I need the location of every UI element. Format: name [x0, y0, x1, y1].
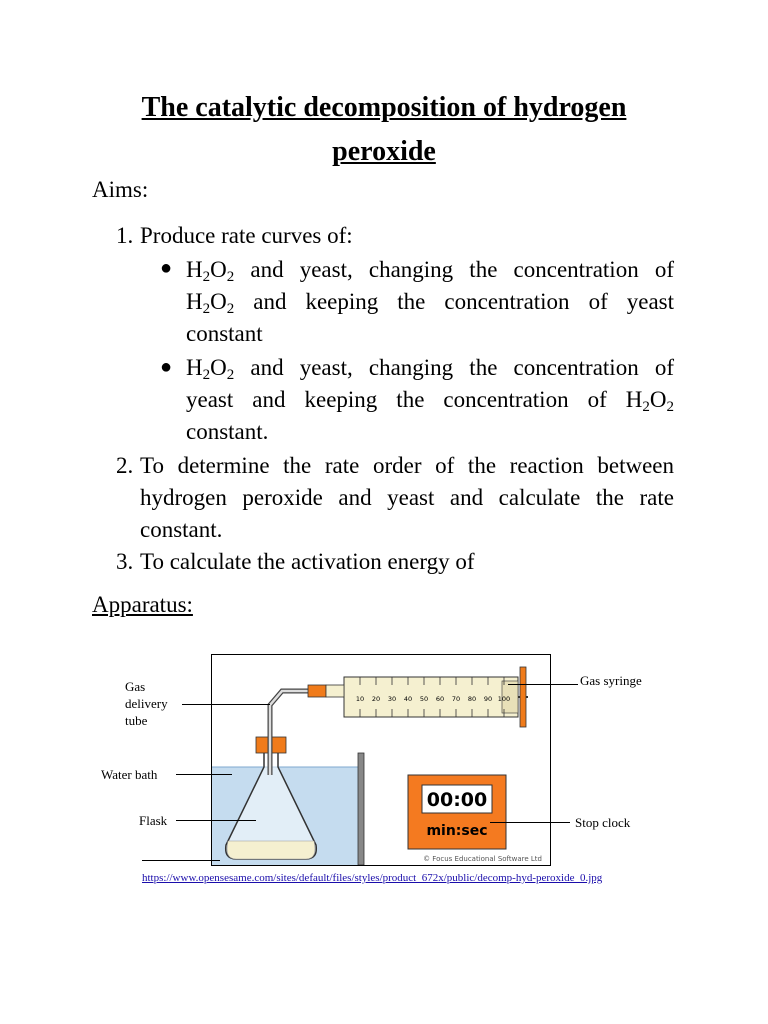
- subscript: 2: [226, 301, 235, 317]
- syringe-scale-label: 70: [451, 695, 461, 703]
- water-bath-label: Water bath: [101, 767, 158, 782]
- title-line-2: peroxide: [332, 136, 436, 167]
- bullet-1-line-1: [186, 254, 674, 286]
- item-1-text: Produce rate curves of:: [140, 223, 353, 248]
- bullet-1-line-3: [186, 318, 674, 350]
- text-fragment: and yeast, changing the concentration of: [234, 355, 674, 380]
- gas-delivery-label-line-1: Gas: [125, 679, 146, 694]
- item-2-line-2: hydrogen peroxide and yeast and calculate the rate: [140, 485, 674, 510]
- water-bath-leader: [176, 774, 232, 775]
- subscript: 2: [226, 367, 235, 383]
- bullet-1-line-2: [186, 286, 674, 318]
- text-fragment: O: [210, 257, 227, 282]
- subscript: 2: [642, 399, 650, 415]
- gas-syringe-leader: [508, 684, 578, 685]
- text-fragment: yeast and keeping the concentration of H: [186, 387, 643, 412]
- text-fragment: O: [210, 289, 227, 314]
- item-2-line-3: constant.: [140, 517, 223, 542]
- aims-heading: Aims:: [92, 177, 149, 202]
- text-fragment: and keeping the concentration of yeast: [234, 289, 674, 314]
- text-fragment: O: [210, 355, 227, 380]
- item-2-text: [140, 450, 674, 546]
- image-source-link[interactable]: https://www.opensesame.com/sites/default/files/styles/product_672x/public/decomp-hyd-peroxide_0.jpg: [142, 872, 603, 884]
- subscript: 2: [226, 269, 235, 285]
- bullet-2-line-3: [186, 416, 674, 448]
- stop-clock-label: Stop clock: [575, 815, 631, 830]
- gas-delivery-label-line-3: tube: [125, 713, 148, 728]
- syringe-scale-label: 100: [497, 695, 511, 703]
- apparatus-heading: Apparatus:: [92, 592, 193, 617]
- subscript: 2: [202, 301, 211, 317]
- syringe-scale-label: 30: [387, 695, 397, 703]
- subscript: 2: [666, 399, 674, 415]
- bullet-2-line-2: [186, 384, 674, 416]
- bullet-2-line-1: [186, 352, 674, 384]
- flask-liquid: [227, 841, 315, 859]
- page-title: [90, 86, 678, 174]
- flask-leader: [176, 820, 256, 821]
- item-3-text: To calculate the activation energy of: [140, 549, 475, 574]
- syringe-scale-label: 20: [371, 695, 381, 703]
- item-1-number: 1.: [116, 223, 134, 248]
- subscript: 2: [202, 367, 211, 383]
- gas-delivery-tube-label: [125, 678, 168, 729]
- apparatus-diagram: [211, 654, 551, 866]
- flask-label: Flask: [139, 813, 168, 828]
- subscript: 2: [202, 269, 211, 285]
- syringe-scale-label: 90: [483, 695, 493, 703]
- syringe-scale-label: 80: [467, 695, 477, 703]
- item-2-line-1: To determine the rate order of the reaction between: [140, 453, 674, 478]
- copyright-text: © Focus Educational Software Ltd: [423, 855, 542, 863]
- bullet-dot-2: ●: [160, 356, 173, 378]
- title-line-1: The catalytic decomposition of hydrogen: [141, 92, 627, 123]
- extra-leader: [142, 860, 220, 861]
- bullet-2-text: [186, 352, 674, 448]
- gas-syringe-label: Gas syringe: [580, 673, 642, 688]
- text-fragment: O: [649, 387, 667, 412]
- apparatus-drawing: [212, 655, 550, 865]
- text-fragment: constant.: [186, 419, 269, 444]
- syringe-scale-label: 50: [419, 695, 429, 703]
- item-2-number: 2.: [116, 453, 134, 478]
- bullet-dot-1: ●: [160, 257, 173, 279]
- text-fragment: H: [186, 257, 203, 282]
- syringe-scale-label: 60: [435, 695, 445, 703]
- text-fragment: constant: [186, 321, 263, 346]
- stop-clock-display: 00:00: [426, 789, 488, 811]
- gas-delivery-label-line-2: delivery: [125, 696, 168, 711]
- stop-clock-leader: [490, 822, 570, 823]
- item-3-number: 3.: [116, 549, 134, 574]
- syringe-scale-label: 10: [355, 695, 365, 703]
- water-bath-wall: [358, 753, 364, 865]
- text-fragment: H: [186, 289, 203, 314]
- text-fragment: and yeast, changing the concentration of: [234, 257, 674, 282]
- tube-connector: [308, 685, 326, 697]
- syringe-scale-label: 40: [403, 695, 413, 703]
- gas-delivery-leader: [182, 704, 270, 705]
- text-fragment: H: [186, 355, 203, 380]
- bullet-1-text: [186, 254, 674, 350]
- stop-clock-unit: min:sec: [426, 823, 488, 839]
